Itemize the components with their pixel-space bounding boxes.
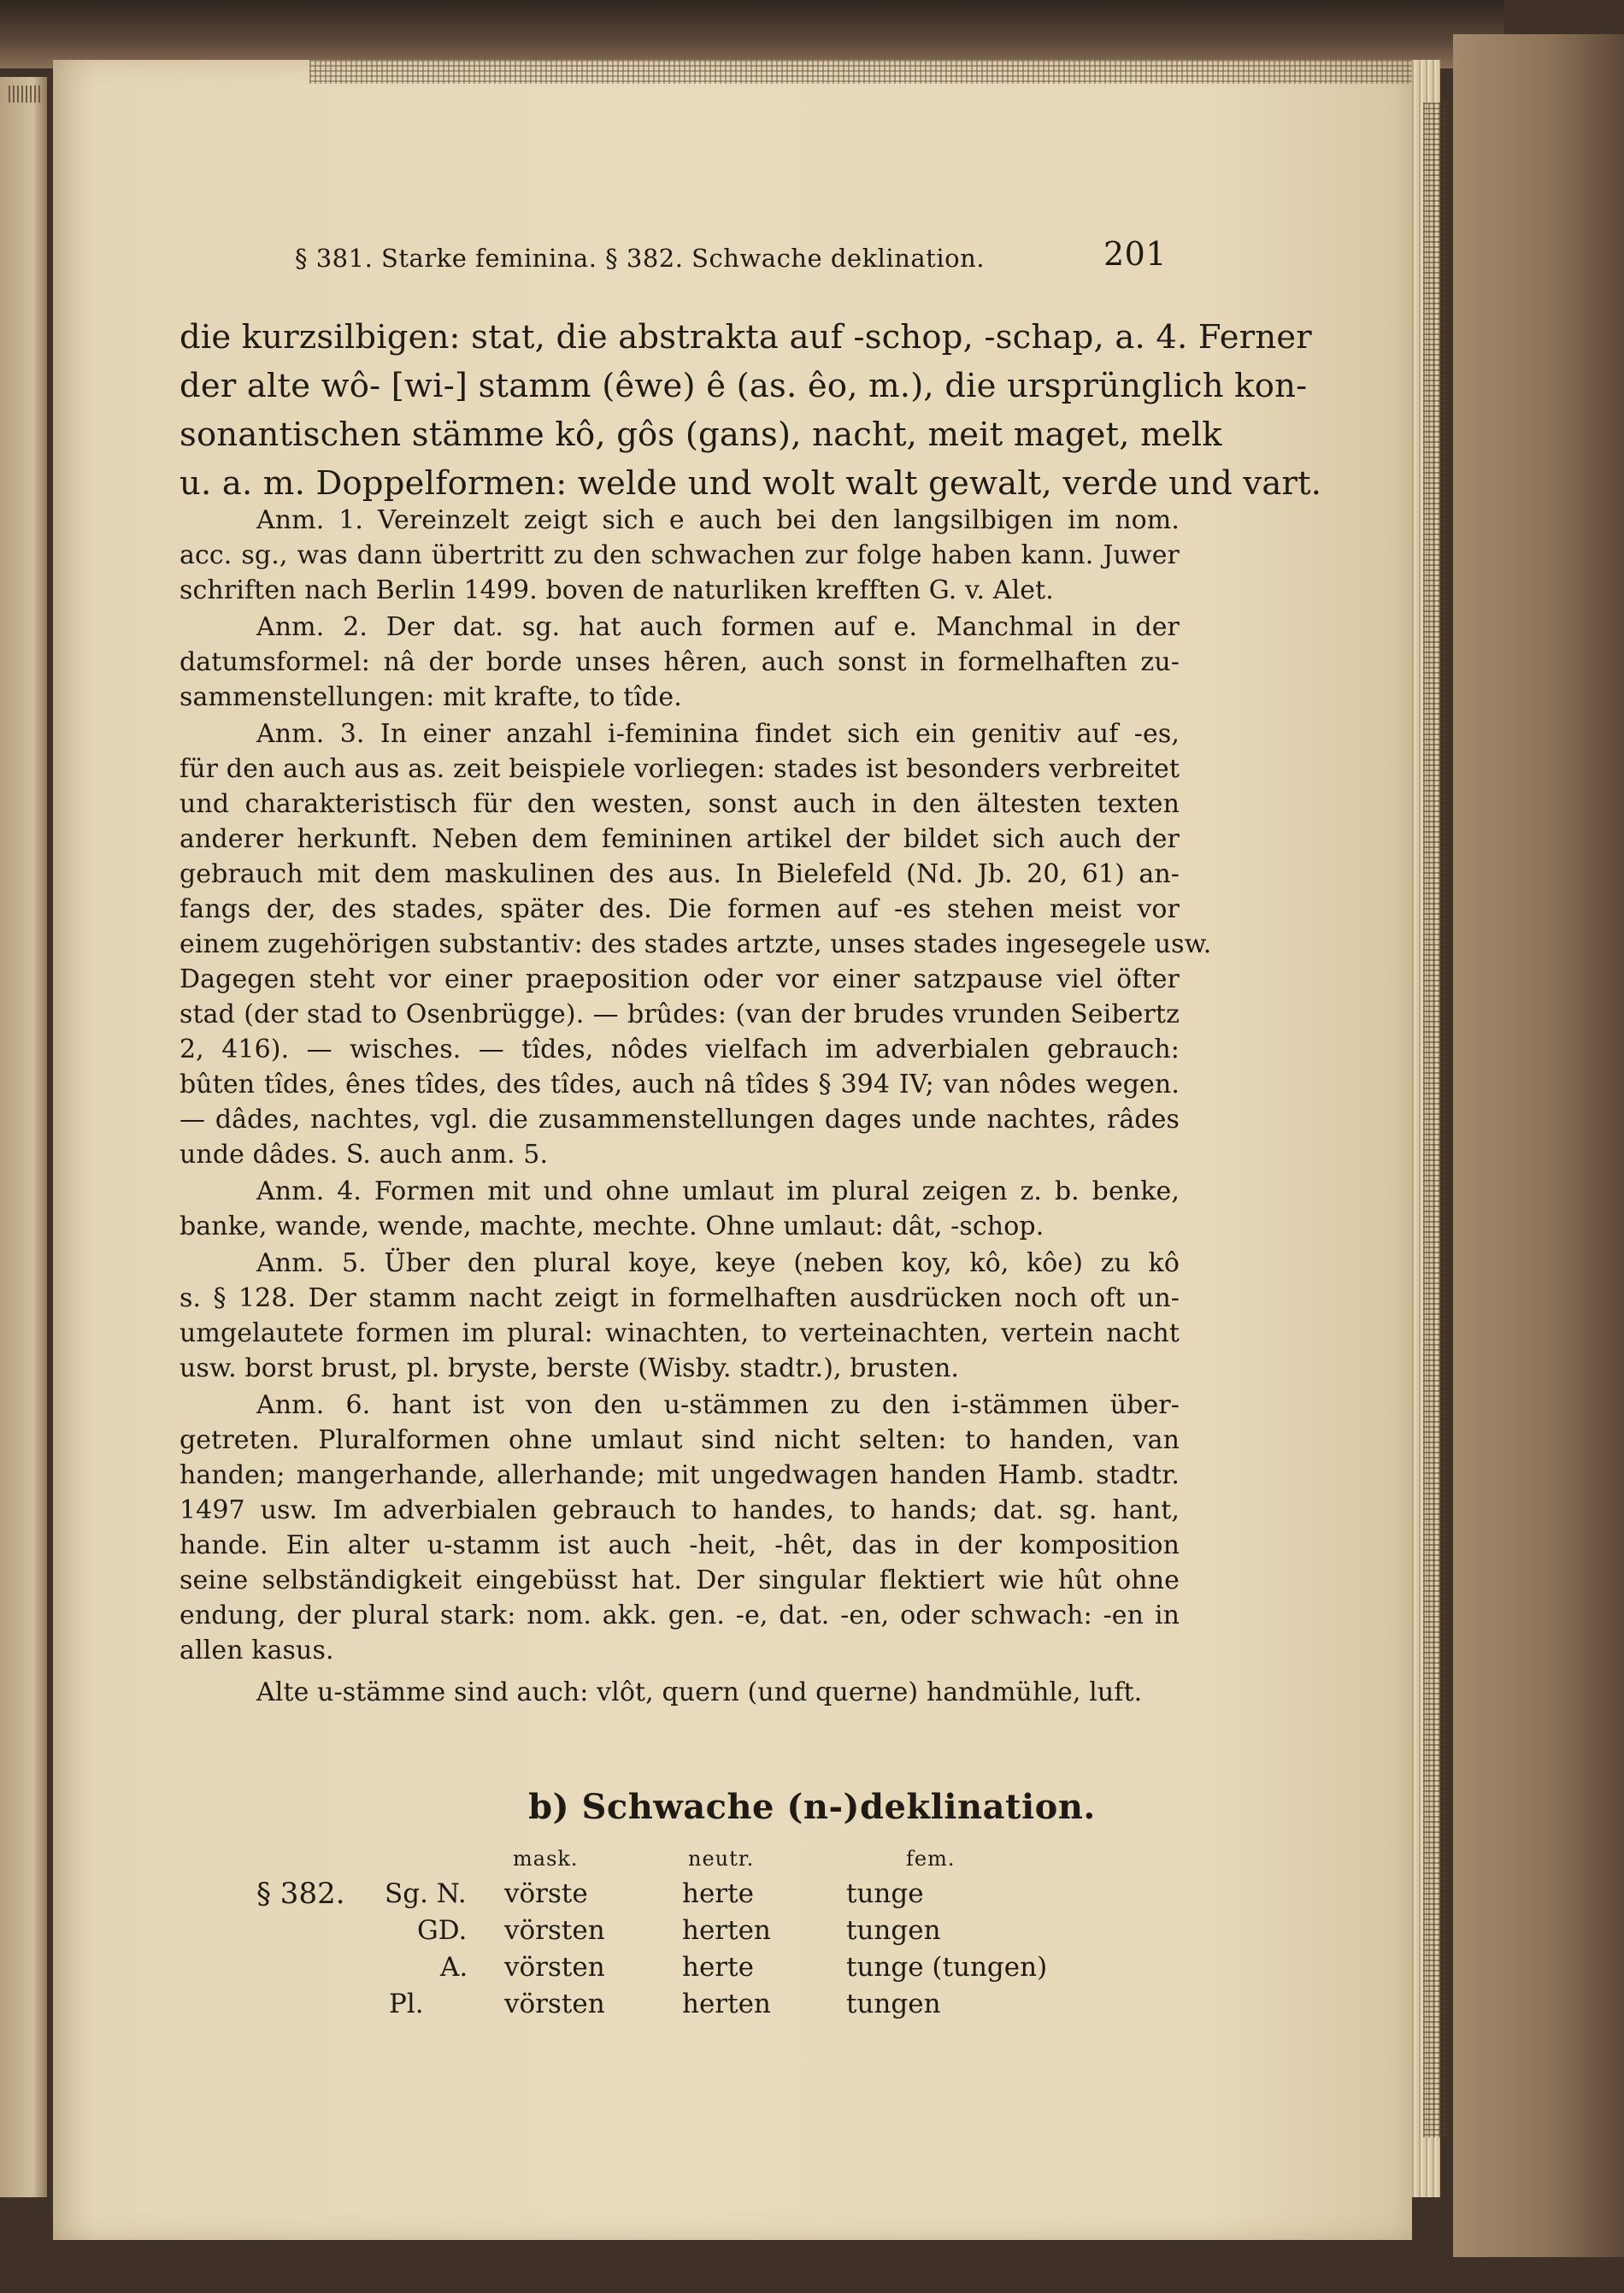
text-line: Dagegen steht vor einer praeposition oder vor einer satzpause viel öfter xyxy=(179,964,1180,994)
row-label: GD. xyxy=(417,1915,468,1946)
book-cover-top xyxy=(0,0,1504,68)
text-line: — dâdes, nachtes, vgl. die zusammenstellungen dages unde nachtes, râdes xyxy=(179,1105,1180,1135)
row-label: Pl. xyxy=(389,1989,424,2019)
text-line: einem zugehörigen substantiv: des stades artzte, unses stades ingesegele usw. xyxy=(179,929,1212,959)
text-line: Alte u-stämme sind auch: vlôt, quern (und querne) handmühle, luft. xyxy=(256,1677,1143,1707)
text-line: fangs der, des stades, später des. Die formen auf -es stehen meist vor xyxy=(179,894,1180,924)
text-line: Anm. 3. In einer anzahl i-feminina findet sich ein genitiv auf -es, xyxy=(256,719,1180,749)
text-line: 1497 usw. Im adverbialen gebrauch to handes, to hands; dat. sg. hant, xyxy=(179,1495,1180,1525)
text-line: Anm. 6. hant ist von den u-stämmen zu den i-stämmen über- xyxy=(256,1390,1180,1420)
table-cell: tungen xyxy=(846,1989,941,2019)
column-header: mask. xyxy=(513,1847,579,1871)
left-page-edge xyxy=(0,77,47,2197)
table-cell: herten xyxy=(682,1989,771,2019)
section-number: § 382. xyxy=(256,1877,345,1911)
text-line: Anm. 4. Formen mit und ohne umlaut im plural zeigen z. b. benke, xyxy=(256,1176,1180,1206)
text-line: gebrauch mit dem maskulinen des aus. In Bielefeld (Nd. Jb. 20, 61) an- xyxy=(179,859,1180,889)
text-line: für den auch aus as. zeit beispiele vorliegen: stades ist besonders verbreitet xyxy=(179,754,1180,784)
text-line: umgelautete formen im plural: winachten, to verteinachten, vertein nacht xyxy=(179,1318,1180,1348)
text-line: unde dâdes. S. auch anm. 5. xyxy=(179,1140,549,1170)
text-line: handen; mangerhande, allerhande; mit ungedwagen handen Hamb. stadtr. xyxy=(179,1460,1180,1490)
table-cell: vörsten xyxy=(504,1952,605,1983)
table-cell: herten xyxy=(682,1915,771,1946)
text-line: und charakteristisch für den westen, sonst auch in den ältesten texten xyxy=(179,789,1180,819)
text-line: u. a. m. Doppelformen: welde und wolt walt gewalt, verde und vart. xyxy=(179,464,1322,503)
page-edge-pattern xyxy=(1423,103,1449,2137)
page-number: 201 xyxy=(1103,235,1167,273)
text-line: Anm. 1. Vereinzelt zeigt sich e auch bei den langsilbigen im nom. xyxy=(256,505,1180,535)
table-cell: tunge (tungen) xyxy=(846,1952,1048,1983)
text-line: banke, wande, wende, machte, mechte. Ohne umlaut: dât, -schop. xyxy=(179,1211,1044,1241)
running-title: § 381. Starke feminina. § 382. Schwache deklination. xyxy=(295,244,985,273)
text-line: getreten. Pluralformen ohne umlaut sind nicht selten: to handen, van xyxy=(179,1425,1180,1455)
table-cell: vörsten xyxy=(504,1989,605,2019)
table-cell: tungen xyxy=(846,1915,941,1946)
book-cover-right xyxy=(1453,34,1624,2257)
text-line: stad (der stad to Osenbrügge). — brûdes: (van der brudes vrunden Seibertz xyxy=(179,999,1180,1029)
column-header: neutr. xyxy=(688,1847,755,1871)
text-line: der alte wô- [wi-] stamm (êwe) ê (as. êo, m.), die ursprünglich kon- xyxy=(179,367,1308,405)
text-line: seine selbständigkeit eingebüsst hat. Der singular flektiert wie hût ohne xyxy=(179,1565,1180,1595)
row-label: Sg. N. xyxy=(385,1878,467,1909)
text-line: 2, 416). — wisches. — tîdes, nôdes vielfach im adverbialen gebrauch: xyxy=(179,1035,1180,1064)
text-line: sammenstellungen: mit krafte, to tîde. xyxy=(179,682,682,712)
text-line: schriften nach Berlin 1499. boven de naturliken krefften G. v. Alet. xyxy=(179,575,1054,605)
table-cell: vörsten xyxy=(504,1915,605,1946)
text-line: anderer herkunft. Neben dem femininen artikel der bildet sich auch der xyxy=(179,824,1180,854)
table-cell: vörste xyxy=(504,1878,588,1909)
text-line: bûten tîdes, ênes tîdes, des tîdes, auch nâ tîdes § 394 IV; van nôdes wegen. xyxy=(179,1070,1180,1099)
text-line: Anm. 2. Der dat. sg. hat auch formen auf e. Manchmal in der xyxy=(256,612,1180,642)
table-cell: herte xyxy=(682,1952,754,1983)
column-header: fem. xyxy=(906,1847,956,1871)
section-heading: b) Schwache (n-)deklination. xyxy=(528,1787,1096,1827)
text-line: hande. Ein alter u-stamm ist auch -heit, -hêt, das in der komposition xyxy=(179,1530,1180,1560)
text-line: s. § 128. Der stamm nacht zeigt in formelhaften ausdrücken noch oft un- xyxy=(179,1283,1180,1313)
text-line: acc. sg., was dann übertritt zu den schwachen zur folge haben kann. Juwer xyxy=(179,540,1180,570)
table-cell: tunge xyxy=(846,1878,924,1909)
page-top-strip xyxy=(309,60,1412,84)
text-line: Anm. 5. Über den plural koye, keye (neben koy, kô, kôe) zu kô xyxy=(256,1248,1180,1278)
table-cell: herte xyxy=(682,1878,754,1909)
text-line: sonantischen stämme kô, gôs (gans), nacht, meit maget, melk xyxy=(179,416,1222,454)
text-line: endung, der plural stark: nom. akk. gen. -e, dat. -en, oder schwach: -en in xyxy=(179,1600,1180,1630)
text-line: usw. borst brust, pl. bryste, berste (Wisby. stadtr.), brusten. xyxy=(179,1353,959,1383)
text-line: datumsformel: nâ der borde unses hêren, auch sonst in formelhaften zu- xyxy=(179,647,1180,677)
text-line: allen kasus. xyxy=(179,1636,334,1665)
text-line: die kurzsilbigen: stat, die abstrakta auf -schop, -schap, a. 4. Ferner xyxy=(179,318,1312,357)
row-label: A. xyxy=(440,1952,468,1983)
